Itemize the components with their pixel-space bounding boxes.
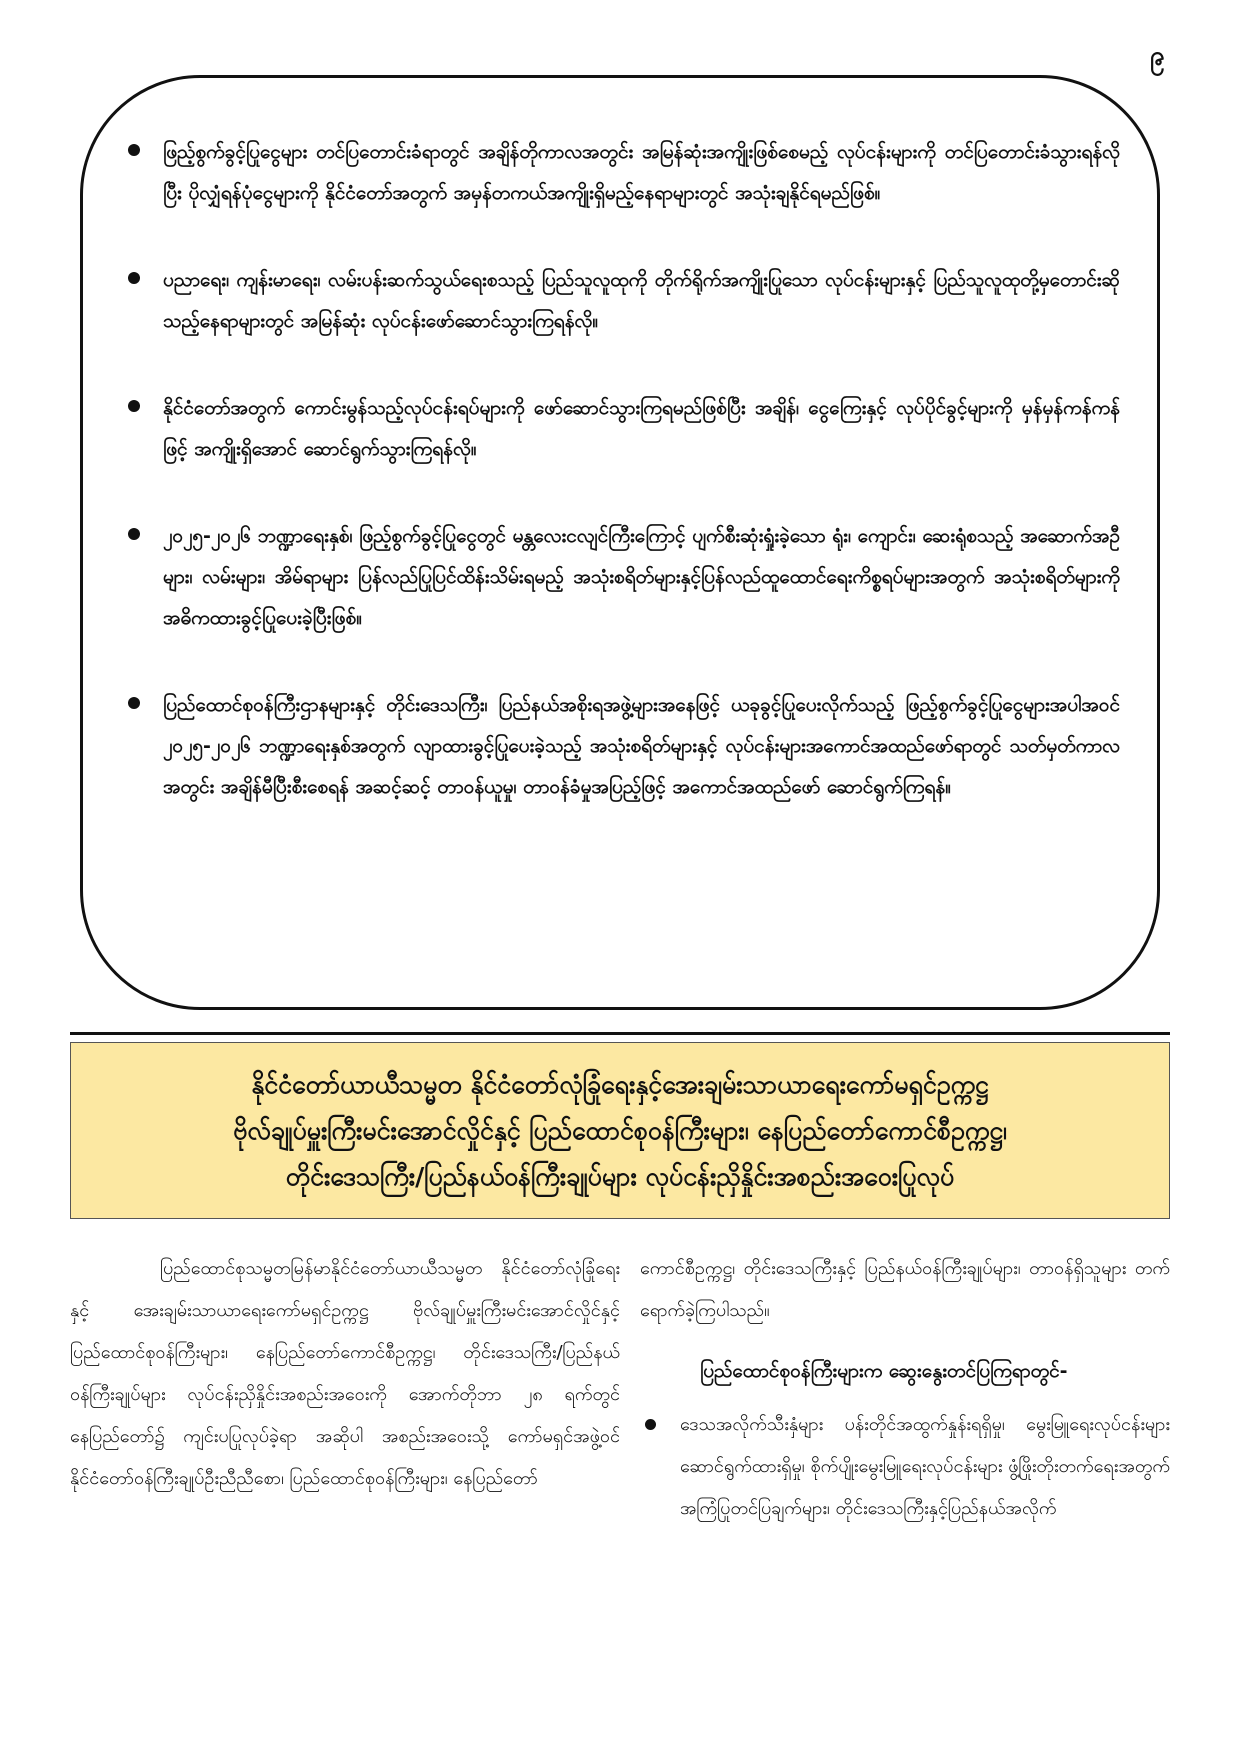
bullet-icon (128, 272, 140, 284)
article-column-right (640, 1248, 1170, 1530)
bullet-item (125, 260, 1120, 342)
headline-box (70, 1042, 1170, 1219)
section-divider (70, 1032, 1170, 1035)
bullet-item (125, 388, 1120, 470)
article-paragraph: ပြည်ထောင်စုသမ္မတမြန်မာနိုင်ငံတော်ယာယီသမ္မတ နိုင်ငံတော်လုံခြုံရေးနှင့် အေးချမ်းသာယာရေးကော်မရှင်ဥက္ကဋ္ဌ ဗိုလ်ချုပ်မှူးကြီးမင်းအောင်လှိုင်နှင့် ပြည်ထောင်စုဝန်ကြီးများ၊ နေပြည်တော်ကောင်စီဥက္ကဋ္ဌ၊ တိုင်းဒေသကြီး/ပြည်နယ်ဝန်ကြီးချုပ်များ လုပ်ငန်းညှိနှိုင်းအစည်းအဝေးကို အောက်တိုဘာ ၂၈ ရက်တွင် နေပြည်တော်၌ ကျင်းပပြုလုပ်ခဲ့ရာ အဆိုပါ အစည်းအဝေးသို့ ကော်မရှင်အဖွဲ့ဝင် နိုင်ငံတော်ဝန်ကြီးချုပ်ဦးညီညီစော၊ ပြည်ထောင်စုဝန်ကြီးများ၊ နေပြည်တော် (70, 1258, 620, 1489)
headline-line: တိုင်းဒေသကြီး/ပြည်နယ်ဝန်ကြီးချုပ်များ လုပ်ငန်းညှိနှိုင်းအစည်းအဝေးပြုလုပ် (285, 1161, 955, 1191)
bullet-icon (128, 528, 140, 540)
article-paragraph-continued: ကောင်စီဥက္ကဋ္ဌ၊ တိုင်းဒေသကြီးနှင့် ပြည်နယ်ဝန်ကြီးချုပ်များ၊ တာဝန်ရှိသူများ တက်ရောက်ခဲ့ကြပါသည်။ (640, 1258, 1170, 1321)
bullet-icon (128, 697, 140, 709)
sub-heading: ပြည်ထောင်စုဝန်ကြီးများက ဆွေးနွေးတင်ပြကြရာတွင်- (700, 1360, 1068, 1382)
headline-line: ဗိုလ်ချုပ်မှူးကြီးမင်းအောင်လှိုင်နှင့် ပြည်ထောင်စုဝန်ကြီးများ၊ နေပြည်တော်ကောင်စီဥက္ကဋ္ဌ၊ (233, 1115, 1007, 1145)
bullet-item (125, 685, 1120, 808)
bullet-text: ၂၀၂၅-၂၀၂၆ ဘဏ္ဍာရေးနှစ်၊ ဖြည့်စွက်ခွင့်ပြုငွေတွင် မန္တလေးငလျင်ကြီးကြောင့် ပျက်စီးဆုံးရှုံးခဲ့သော ရုံး၊ ကျောင်း၊ ဆေးရုံစသည့် အဆောက်အဦများ၊ လမ်းများ၊ အိမ်ရာများ ပြန်လည်ပြုပြင်ထိန်းသိမ်းရမည့် အသုံးစရိတ်များနှင့်ပြန်လည်ထူထောင်ရေးကိစ္စရပ်များအတွက် အသုံးစရိတ်များကို အဓိကထားခွင့်ပြုပေးခဲ့ပြီးဖြစ်။ (163, 525, 1120, 629)
page-number: ၉ (1150, 41, 1165, 71)
bullet-text: ပညာရေး၊ ကျန်းမာရေး၊ လမ်းပန်းဆက်သွယ်ရေးစသည့် ပြည်သူလူထုကို တိုက်ရိုက်အကျိုးပြုသော လုပ်ငန်းများနှင့် ပြည်သူလူထုတို့မှတောင်းဆိုသည့်နေရာများတွင် အမြန်ဆုံး လုပ်ငန်းဖော်ဆောင်သွားကြရန်လို။ (163, 269, 1120, 332)
bullet-text: ဖြည့်စွက်ခွင့်ပြုငွေများ တင်ပြတောင်းခံရာတွင် အချိန်တိုကာလအတွင်း အမြန်ဆုံးအကျိုးဖြစ်စေမည့် လုပ်ငန်းများကို တင်ပြတောင်းခံသွားရန်လိုပြီး ပိုလျှံရန်ပုံငွေများကို နိုင်ငံတော်အတွက် အမှန်တကယ်အကျိုးရှိမည့်နေရာများတွင် အသုံးချနိုင်ရမည်ဖြစ်။ (163, 141, 1120, 204)
bullet-icon (645, 1419, 656, 1430)
headline-line: နိုင်ငံတော်ယာယီသမ္မတ နိုင်ငံတော်လုံခြုံရေးနှင့်အေးချမ်းသာယာရေးကော်မရှင်ဥက္ကဋ္ဌ (251, 1069, 989, 1099)
bullet-text: နိုင်ငံတော်အတွက် ကောင်းမွန်သည့်လုပ်ငန်းရပ်များကို ဖော်ဆောင်သွားကြရမည်ဖြစ်ပြီး အချိန်၊ ငွေကြေးနှင့် လုပ်ပိုင်ခွင့်များကို မှန်မှန်ကန်ကန်ဖြင့် အကျိုးရှိအောင် ဆောင်ရွက်သွားကြရန်လို။ (163, 397, 1120, 460)
article-column-left (70, 1248, 620, 1500)
article-bullet-item (640, 1404, 1170, 1530)
bullet-icon (128, 400, 140, 412)
article-bullet-text: ဒေသအလိုက်သီးနှံများ ပန်းတိုင်အထွက်နှုန်းရရှိမှု၊ မွေးမြူရေးလုပ်ငန်းများ ဆောင်ရွက်ထားရှိမှု၊ စိုက်ပျိုးမွေးမြူရေးလုပ်ငန်းများ ဖွံ့ဖြိုးတိုးတက်ရေးအတွက် အကြံပြုတင်ပြချက်များ၊ တိုင်းဒေသကြီးနှင့်ပြည်နယ်အလိုက် (680, 1414, 1170, 1519)
bullet-list (125, 132, 1120, 854)
bullet-item (125, 132, 1120, 214)
bullet-item (125, 516, 1120, 639)
bullet-icon (128, 144, 140, 156)
bullet-text: ပြည်ထောင်စုဝန်ကြီးဌာနများနှင့် တိုင်းဒေသကြီး၊ ပြည်နယ်အစိုးရအဖွဲ့များအနေဖြင့် ယခုခွင့်ပြုပေးလိုက်သည့် ဖြည့်စွက်ခွင့်ပြုငွေများအပါအဝင် ၂၀၂၅-၂၀၂၆ ဘဏ္ဍာရေးနှစ်အတွက် လျာထားခွင့်ပြုပေးခဲ့သည့် အသုံးစရိတ်များနှင့် လုပ်ငန်းများအကောင်အထည်ဖော်ရာတွင် သတ်မှတ်ကာလအတွင်း အချိန်မီပြီးစီးစေရန် အဆင့်ဆင့် တာဝန်ယူမှု၊ တာဝန်ခံမှုအပြည့်ဖြင့် အကောင်အထည်ဖော် ဆောင်ရွက်ကြရန်။ (163, 694, 1120, 798)
